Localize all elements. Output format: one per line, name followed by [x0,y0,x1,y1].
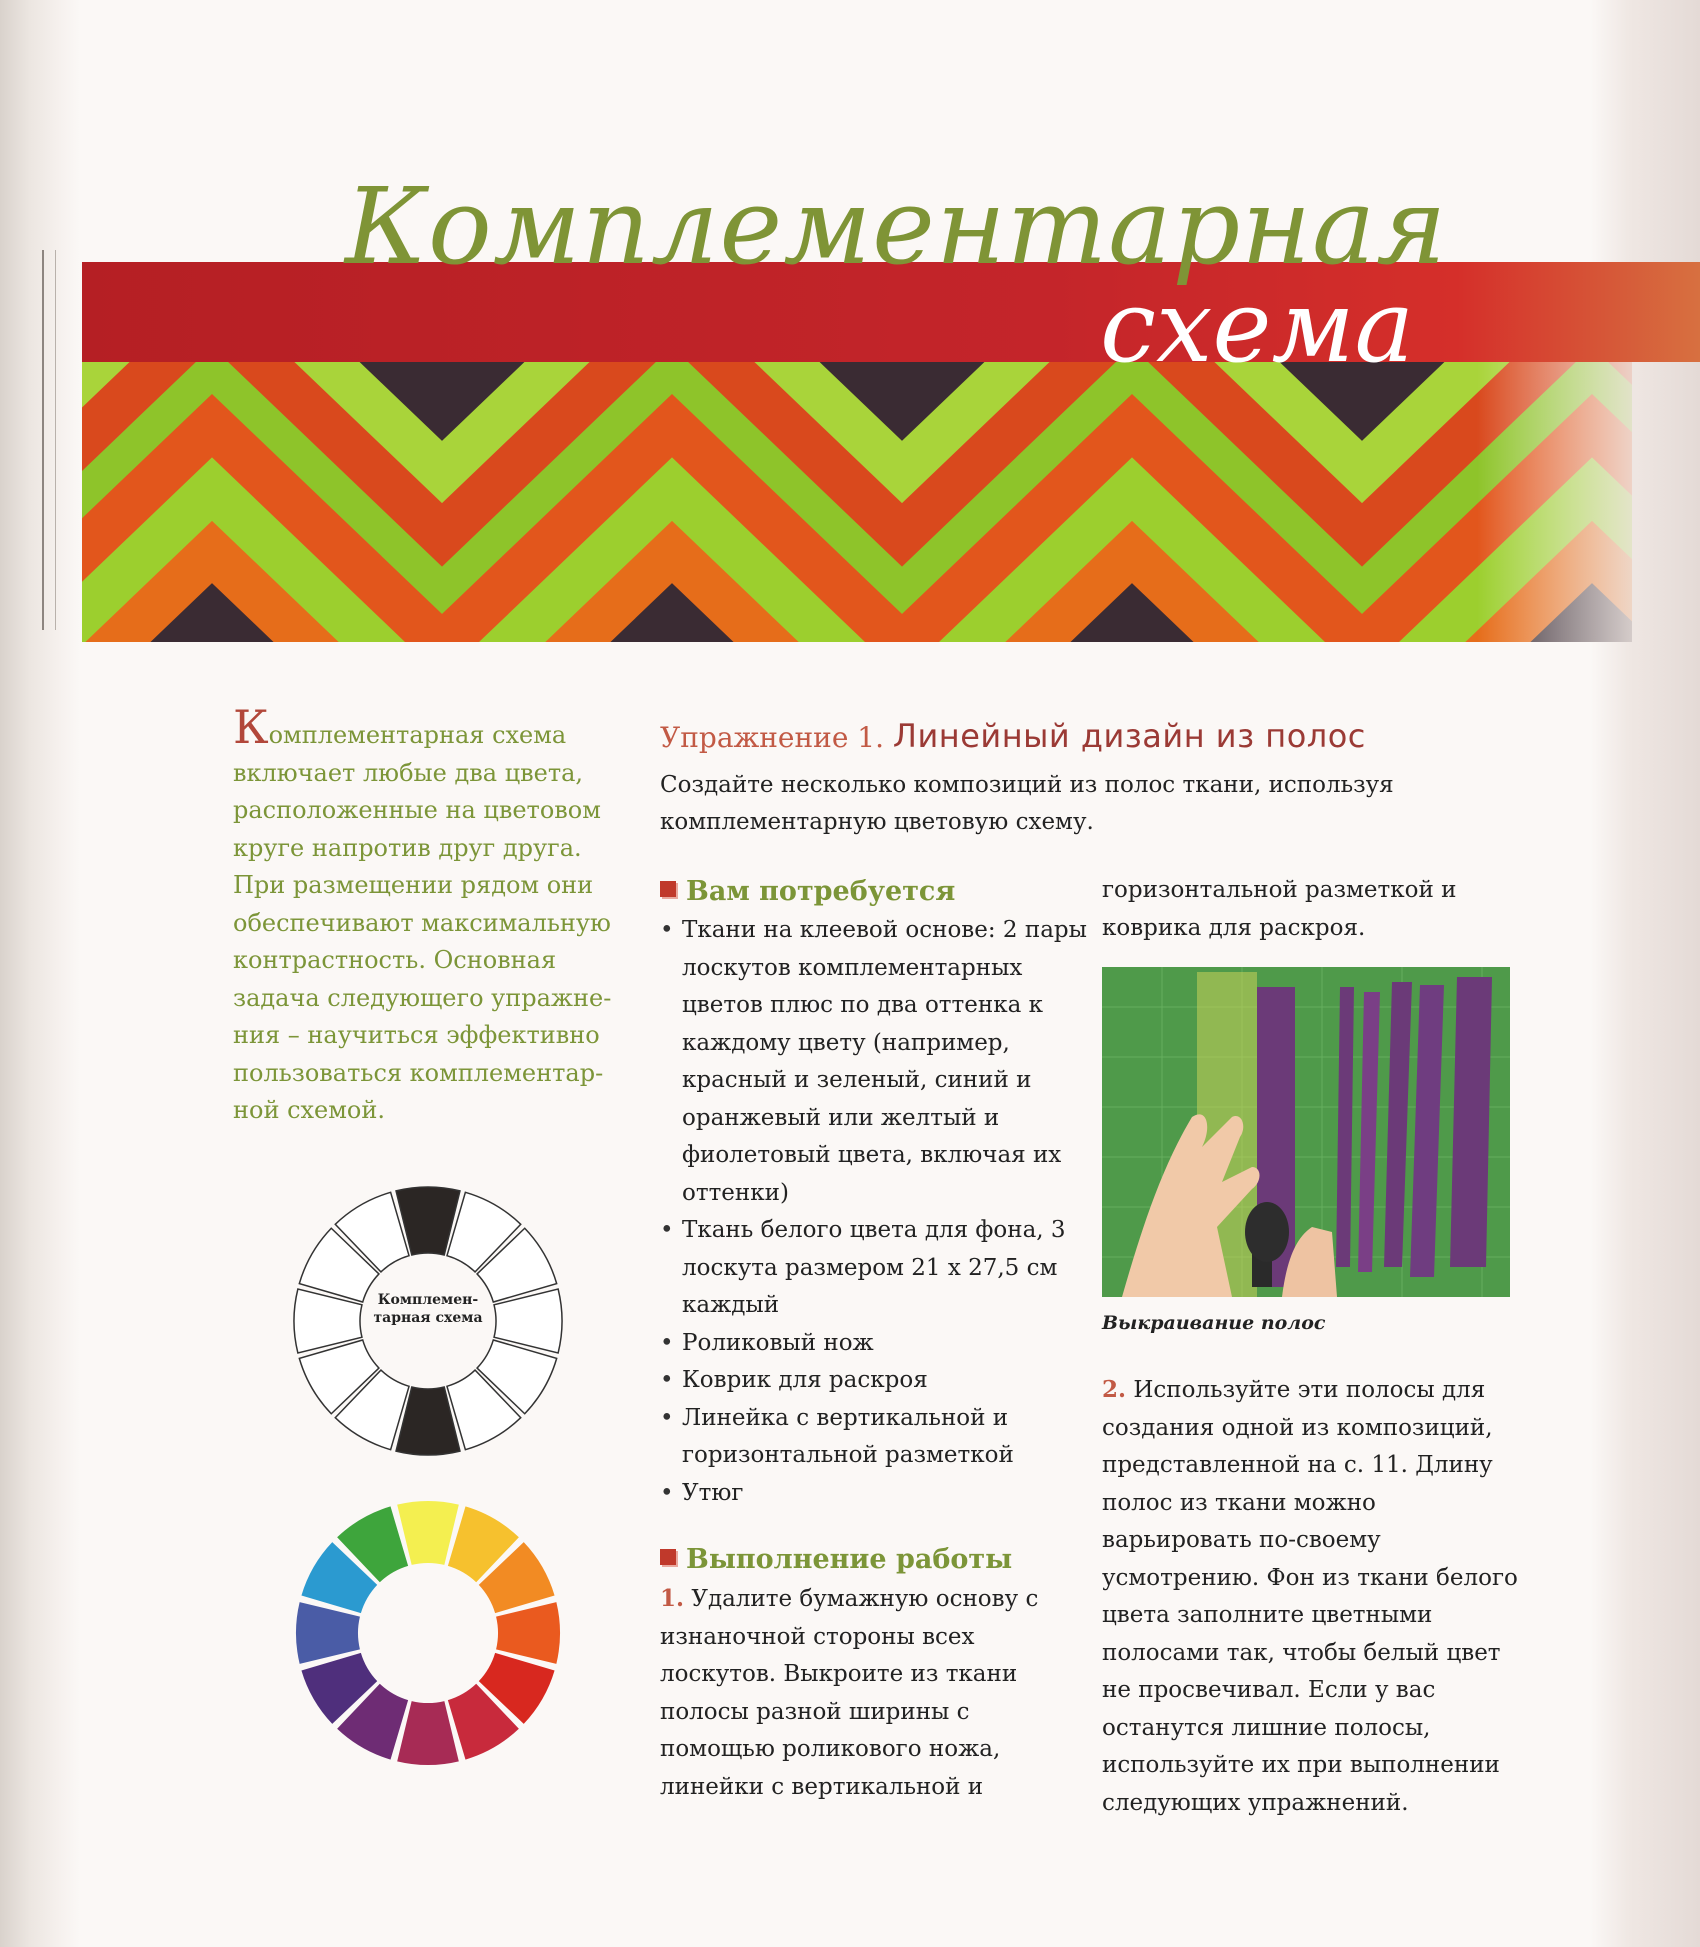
needs-item: • Коврик для раскроя [660,1362,1090,1400]
needs-item: • Утюг [660,1475,1090,1513]
cutting-strips-photo [1102,967,1510,1297]
exercise-title: Линейный дизайн из полос [892,717,1366,755]
page-title-line1: Комплементарная [345,165,1448,288]
square-bullet-icon [660,881,676,897]
exercise-subtitle: Создайте несколько композиций из полос ткани, используя комплементарную цветовую схему. [660,772,1394,835]
needs-item: • Ткани на клеевой основе: 2 пары лоскутов комплементарных цветов плюс по два оттенка к каждому цвету (например, красный и зеленый, синий и оранжевый или желтый и фиолетовый цвета, включая их оттенки) [660,912,1090,1212]
exercise-label: Упражнение 1. [660,721,885,754]
photo-caption: Выкраивание полос [1102,1312,1326,1334]
fabric-chevron-image [82,362,1632,642]
intro-paragraph [233,700,633,1130]
step2-paragraph: 2. Используйте эти полосы для создания одной из композиций, представленной на с. 11. Длину полос из ткани можно варьировать по-своему усмотрению. Фон из ткани белого цвета заполните цветными полосами так, чтобы белый цвет не просвечивал. Если у вас останутся лишние полосы, используйте их при выполнении следующих упражнений. [1102,1376,1518,1816]
step1-continuation: горизонтальной разметкой и коврика для раскроя. [1102,877,1457,941]
intro-text: омплементарная схема включает любые два цвета, расположенные на цветовом круге напротив друг друга. При размещении рядом они обеспечивают максимальную контрастность. Основная задача следующего упражнения – научиться эффективно пользоваться комплементарной схемой. [233,721,612,1124]
color-wheel-segment [296,1602,360,1664]
binding-lines [42,250,56,630]
fabric-chevron-banner [82,362,1632,642]
materials-and-steps-column [660,872,1090,1806]
exercise-heading [660,717,1366,755]
complementary-wheel-diagram [292,1185,564,1461]
wheel-label-line1: Комплемен- [377,1292,479,1308]
wheel-label-line2: тарная схема [373,1310,483,1326]
color-wheel-diagram [292,1497,564,1773]
color-wheel-segment [496,1602,560,1664]
work-heading: Выполнение работы [660,1540,1090,1580]
page-binding-edge [0,0,80,1947]
step1-paragraph: 1. Удалите бумажную основу с изнаночной стороны всех лоскутов. Выкроите из ткани полосы разной ширины с помощью роликового ножа, линейки с вертикальной и [660,1585,1039,1800]
square-bullet-icon [660,1549,676,1565]
page-title-line2: схема [1100,268,1415,385]
color-wheel-segment [397,1701,459,1765]
needs-list [660,912,1090,1512]
right-column [1102,872,1522,1822]
needs-item: • Линейка с вертикальной и горизонтальной разметкой [660,1400,1090,1475]
needs-item: • Ткань белого цвета для фона, 3 лоскута размером 21 х 27,5 см каждый [660,1212,1090,1325]
needs-heading: Вам потребуется [660,872,1090,912]
color-wheel-svg [292,1497,564,1769]
needs-item: • Роликовый нож [660,1325,1090,1363]
color-wheel-segment [397,1501,459,1565]
drop-cap: К [233,700,269,754]
